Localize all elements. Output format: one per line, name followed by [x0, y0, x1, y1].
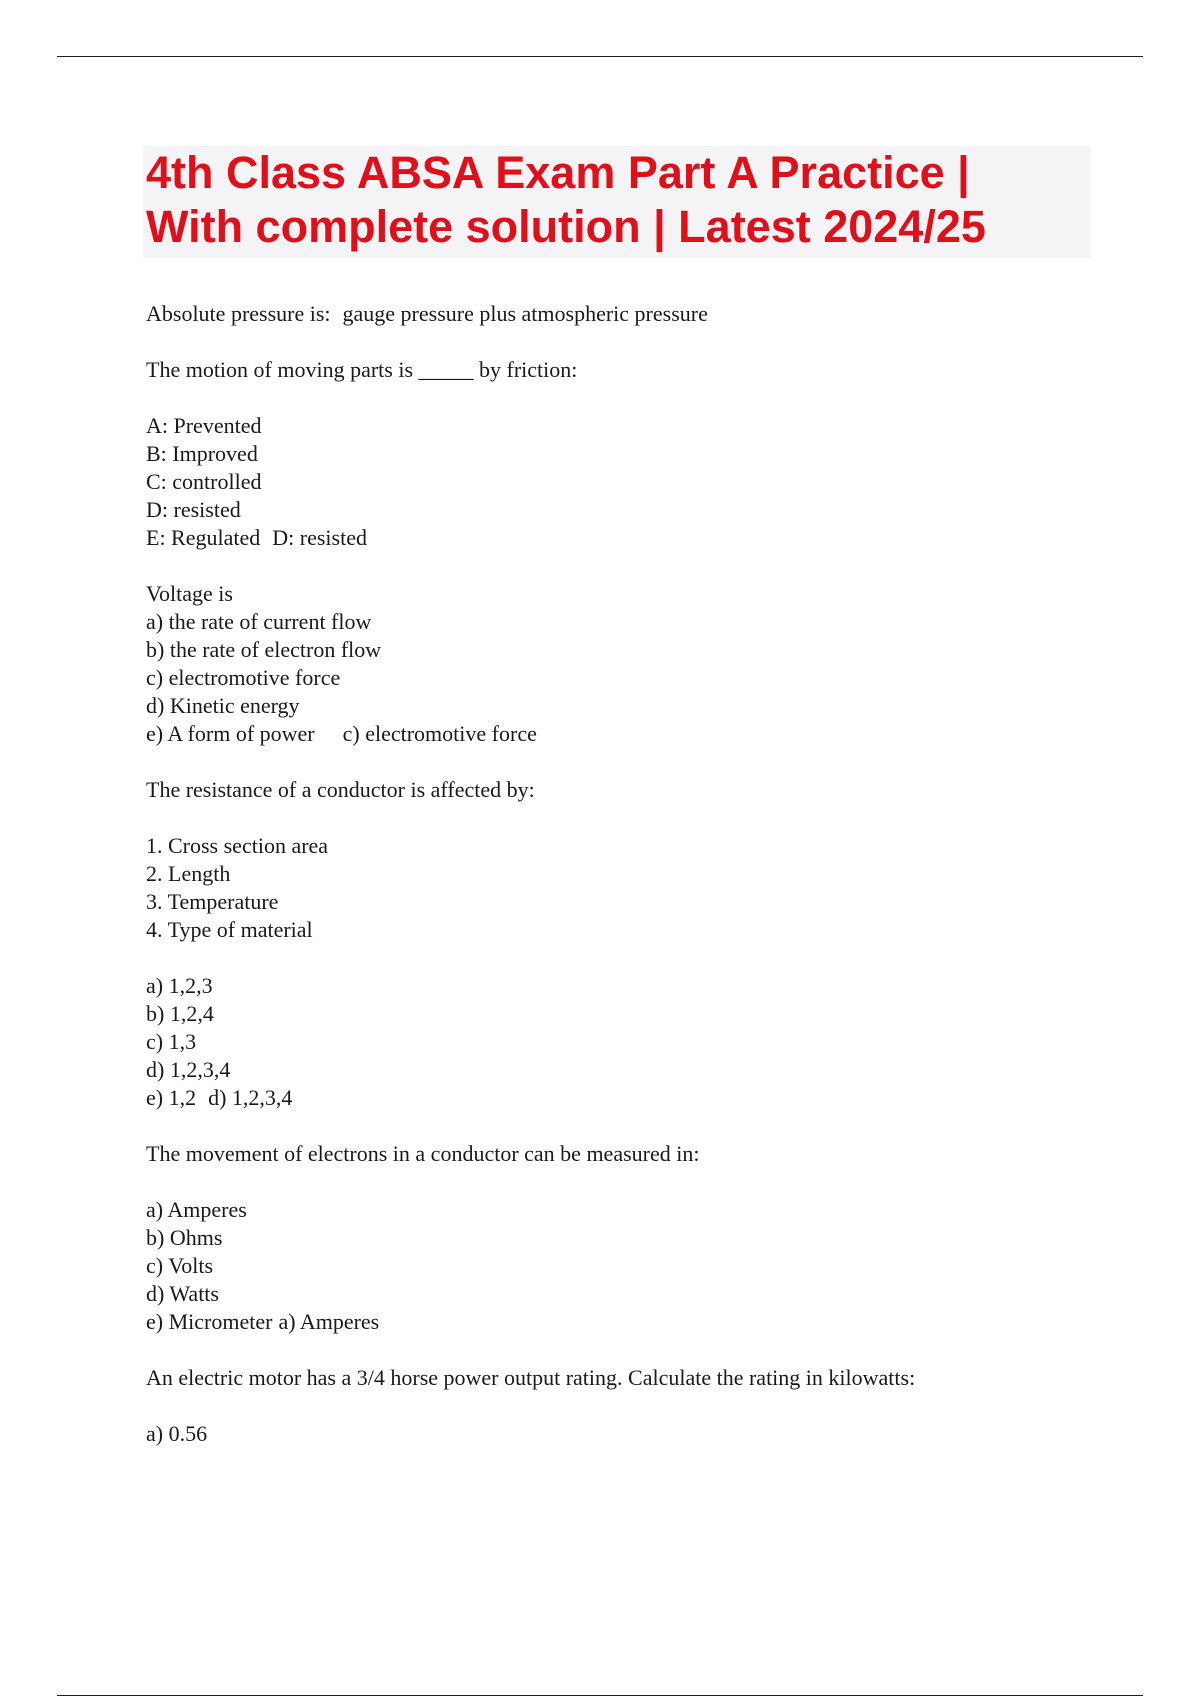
- top-rule: [57, 56, 1143, 57]
- option: E: Regulated: [146, 525, 261, 550]
- option-with-answer: [146, 720, 1146, 748]
- list-item: 2. Length: [146, 861, 231, 886]
- title-line-2: With complete solution | Latest 2024/25: [146, 201, 986, 252]
- option: a) Amperes: [146, 1197, 247, 1222]
- option: a) 1,2,3: [146, 973, 213, 998]
- question-3: [146, 580, 1146, 748]
- title-line-1: 4th Class ABSA Exam Part A Practice |: [146, 147, 970, 198]
- option: c) Volts: [146, 1253, 214, 1278]
- option: e) 1,2: [146, 1085, 197, 1110]
- bottom-rule: [57, 1695, 1143, 1696]
- answer-text: c) electromotive force: [342, 721, 537, 746]
- question-prompt: Voltage is: [146, 581, 233, 606]
- answer-text: D: resisted: [272, 525, 367, 550]
- option-with-answer: [146, 1084, 1146, 1112]
- question-5: [146, 1140, 1146, 1336]
- question-prompt: The motion of moving parts is _____ by friction:: [146, 357, 578, 382]
- question-4: [146, 776, 1146, 1112]
- option: C: controlled: [146, 469, 262, 494]
- option: a) the rate of current flow: [146, 609, 372, 634]
- document-title: [146, 146, 1086, 254]
- question-prompt: The movement of electrons in a conductor can be measured in:: [146, 1141, 700, 1166]
- option: e) Micrometer: [146, 1309, 273, 1334]
- document-body: [146, 300, 1146, 1448]
- option-with-answer: [146, 524, 1146, 552]
- option: e) A form of power: [146, 721, 315, 746]
- answer-text: a) Amperes: [278, 1309, 380, 1334]
- option: c) 1,3: [146, 1029, 197, 1054]
- option: b) 1,2,4: [146, 1001, 214, 1026]
- option: b) Ohms: [146, 1225, 223, 1250]
- question-2: [146, 356, 1146, 552]
- question-prompt: Absolute pressure is:: [146, 301, 331, 326]
- question-prompt: The resistance of a conductor is affected by:: [146, 777, 535, 802]
- question-6: [146, 1364, 1146, 1448]
- option: a) 0.56: [146, 1421, 208, 1446]
- list-item: 4. Type of material: [146, 917, 313, 942]
- question-1: [146, 300, 1146, 328]
- option: A: Prevented: [146, 413, 262, 438]
- answer-text: gauge pressure plus atmospheric pressure: [342, 301, 708, 326]
- option: d) Watts: [146, 1281, 219, 1306]
- question-line: [146, 300, 1146, 328]
- option: B: Improved: [146, 441, 258, 466]
- list-item: 3. Temperature: [146, 889, 279, 914]
- option: b) the rate of electron flow: [146, 637, 382, 662]
- answer-text: d) 1,2,3,4: [208, 1085, 293, 1110]
- question-prompt: An electric motor has a 3/4 horse power output rating. Calculate the rating in kilowatts:: [146, 1365, 916, 1390]
- option: d) 1,2,3,4: [146, 1057, 231, 1082]
- option: c) electromotive force: [146, 665, 341, 690]
- option: d) Kinetic energy: [146, 693, 300, 718]
- option: D: resisted: [146, 497, 241, 522]
- list-item: 1. Cross section area: [146, 833, 329, 858]
- option-with-answer: [146, 1308, 1146, 1336]
